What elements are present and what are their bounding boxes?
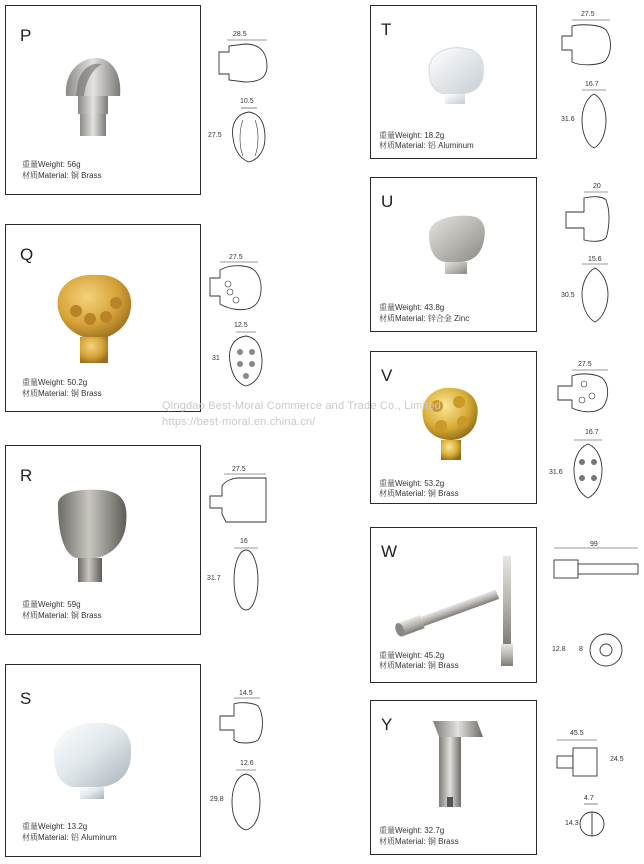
product-letter: S: [20, 689, 32, 708]
product-weight: 重量Weight: 18.2g: [379, 131, 445, 140]
product-card-u: [370, 177, 537, 332]
drawing-side-view: [588, 630, 628, 670]
product-card-r: [5, 445, 201, 635]
product-card-y: [370, 700, 537, 855]
drawing-top-view: [215, 38, 275, 88]
product-weight: 重量Weight: 56g: [22, 160, 81, 169]
dim-side: 12.8: [552, 646, 566, 653]
product-letter: U: [381, 192, 394, 211]
drawing-side-view: [226, 768, 276, 834]
product-card-s: [5, 664, 201, 857]
dim-top: 27.5: [581, 11, 595, 18]
product-material: 材质Material: 铜 Brass: [22, 171, 102, 180]
dim-mid: 16: [240, 538, 248, 545]
dim-mid: 12.6: [240, 760, 254, 767]
product-photo: [427, 713, 497, 823]
drawing-top-view: [552, 546, 642, 586]
dim-top: 27.5: [578, 361, 592, 368]
product-weight: 重量Weight: 45.2g: [379, 651, 445, 660]
product-card-w: [370, 527, 537, 683]
drawing-side-view: [227, 106, 277, 166]
drawing-top-view: [218, 696, 268, 746]
product-letter: Y: [381, 715, 393, 734]
dim-side: 31: [212, 355, 220, 362]
drawing-top-view: [553, 738, 613, 778]
product-material: 材质Material: 铜 Brass: [379, 489, 459, 498]
product-weight: 重量Weight: 32.7g: [379, 826, 445, 835]
dim-mid: 8: [579, 646, 583, 653]
product-photo: [52, 484, 132, 594]
drawing-side-view: [578, 802, 618, 852]
drawing-side-view: [222, 330, 272, 390]
product-letter: R: [20, 466, 33, 485]
dim-mid: 10.5: [240, 98, 254, 105]
product-photo: [50, 265, 140, 375]
dim-top: 27.5: [229, 254, 243, 261]
product-material: 材质Material: 铜 Brass: [22, 389, 102, 398]
dim-side: 31.6: [549, 469, 563, 476]
dim-top: 45.5: [570, 730, 584, 737]
dim-side: 27.5: [208, 132, 222, 139]
product-card-v: [370, 351, 537, 504]
dim-top: 28.5: [233, 31, 247, 38]
dim-side-2: 14.3: [565, 820, 579, 827]
product-letter: T: [381, 20, 392, 39]
drawing-top-view: [208, 472, 274, 528]
dim-side: 30.5: [561, 292, 575, 299]
product-material: 材质Material: 铜 Brass: [379, 837, 459, 846]
product-material: 材质Material: 锌合金 Zinc: [379, 314, 470, 323]
dim-top: 14.5: [239, 690, 253, 697]
product-card-t: [370, 5, 537, 159]
watermark-company: Qingdao Best-Moral Commerce and Trade Co., Limited: [162, 400, 442, 412]
product-card-q: [5, 224, 201, 412]
watermark-url: https://best-moral.en.china.cn/: [162, 416, 316, 428]
drawing-top-view: [560, 18, 620, 68]
dim-top: 27.5: [232, 466, 246, 473]
dim-side: 31.7: [207, 575, 221, 582]
product-letter: V: [381, 366, 393, 385]
dim-mid: 4.7: [584, 795, 594, 802]
product-letter: P: [20, 26, 32, 45]
product-letter: Q: [20, 245, 34, 264]
product-weight: 重量Weight: 43.8g: [379, 303, 445, 312]
product-material: 材质Material: 铜 Brass: [22, 611, 102, 620]
dim-top: 99: [590, 541, 598, 548]
product-photo: [58, 52, 128, 152]
dim-mid: 12.5: [234, 322, 248, 329]
product-weight: 重量Weight: 50.2g: [22, 378, 88, 387]
product-weight: 重量Weight: 13.2g: [22, 822, 88, 831]
product-letter: W: [381, 542, 398, 561]
dim-side: 24.5: [610, 756, 624, 763]
dim-side: 29.8: [210, 796, 224, 803]
drawing-side-view: [578, 88, 628, 154]
product-photo: [48, 713, 138, 813]
drawing-top-view: [206, 260, 266, 316]
product-material: 材质Material: 铝 Aluminum: [379, 141, 474, 150]
product-photo: [423, 40, 493, 110]
dim-top: 20: [593, 183, 601, 190]
product-card-p: [5, 5, 201, 195]
drawing-side-view: [568, 438, 618, 504]
dim-mid: 16.7: [585, 81, 599, 88]
dim-mid: 15.6: [588, 256, 602, 263]
drawing-top-view: [556, 368, 616, 418]
product-material: 材质Material: 铝 Aluminum: [22, 833, 117, 842]
product-weight: 重量Weight: 59g: [22, 600, 81, 609]
drawing-side-view: [228, 546, 278, 612]
product-photo: [415, 382, 485, 472]
product-weight: 重量Weight: 53.2g: [379, 479, 445, 488]
drawing-side-view: [578, 262, 628, 328]
product-photo: [425, 210, 495, 280]
dim-mid: 16.7: [585, 429, 599, 436]
product-material: 材质Material: 铜 Brass: [379, 661, 459, 670]
dim-side: 31.6: [561, 116, 575, 123]
drawing-top-view: [562, 190, 622, 246]
